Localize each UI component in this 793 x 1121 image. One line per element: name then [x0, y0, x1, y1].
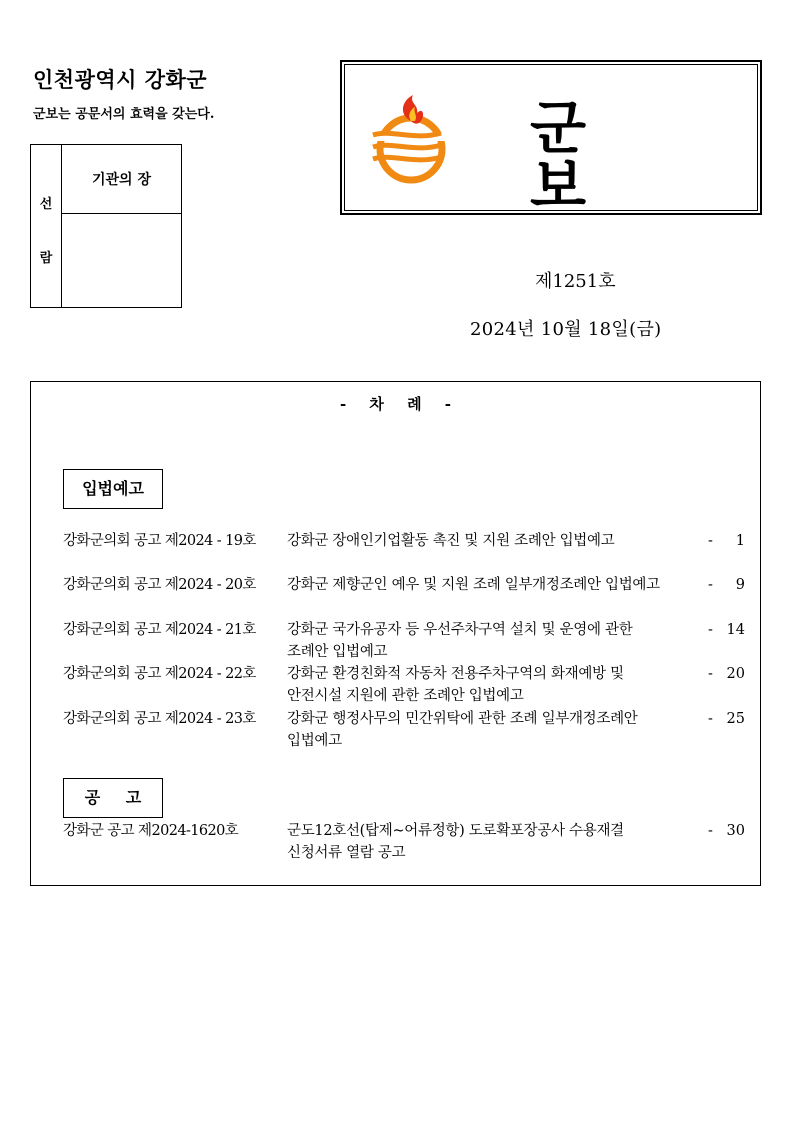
section-label-legislative-notice: 입법예고: [63, 469, 163, 509]
review-head-label: 기관의 장: [62, 145, 181, 214]
masthead: [340, 60, 762, 220]
toc-entry-dash: -: [708, 666, 713, 682]
toc-entry-page: 9: [735, 577, 745, 593]
legal-effect-note: 군보는 공문서의 효력을 갖는다.: [33, 107, 215, 122]
bulletin-title: 군 보: [530, 94, 677, 220]
toc-entry-dash: -: [708, 577, 713, 593]
toc-entry-page: 20: [726, 666, 745, 682]
toc-entry-title-line: 강화군 환경친화적 자동차 전용주차구역의 화재예방 및: [287, 666, 624, 682]
review-box: [30, 144, 182, 308]
toc-entry-dash: -: [708, 533, 713, 549]
toc-entry-page: 25: [726, 711, 745, 727]
toc-entry-notice: 강화군의회 공고 제2024 - 23호: [63, 711, 256, 727]
toc-entry-title-line: 강화군 국가유공자 등 우선주차구역 설치 및 운영에 관한: [287, 622, 633, 638]
toc-entry-notice: 강화군의회 공고 제2024 - 21호: [63, 622, 256, 638]
toc-entry-title-line: 조례안 입법예고: [287, 644, 388, 660]
toc-entry-page: 1: [735, 533, 745, 549]
toc-heading: - 차 례 -: [339, 395, 452, 413]
toc-entry-title: [287, 619, 697, 663]
toc-entry-title-line: 강화군 제향군인 예우 및 지원 조례 일부개정조례안 입법예고: [287, 577, 660, 593]
toc-entry-dash: -: [708, 622, 713, 638]
toc-entry-dash: -: [708, 823, 713, 839]
toc-entry-page: 30: [726, 823, 745, 839]
toc-entry-notice: 강화군의회 공고 제2024 - 22호: [63, 666, 256, 682]
section-label-public-notice: 공 고: [63, 778, 163, 818]
toc-entry-title: [287, 820, 697, 864]
toc-entry-title-line: 입법예고: [287, 733, 342, 749]
toc-entry-title: [287, 663, 697, 707]
toc-entry-dash: -: [708, 711, 713, 727]
toc-entry-notice: 강화군의회 공고 제2024 - 20호: [63, 577, 256, 593]
county-emblem-icon: [371, 93, 457, 185]
toc-entry-title: [287, 708, 697, 752]
table-of-contents: [30, 381, 761, 886]
toc-entry-notice: 강화군 공고 제2024-1620호: [63, 823, 239, 839]
toc-entry-title-line: 군도12호선(탑제~어류정항) 도로확포장공사 수용재결: [287, 823, 624, 839]
toc-entry-notice: 강화군의회 공고 제2024 - 19호: [63, 533, 256, 549]
review-side-bottom: 람: [39, 251, 53, 266]
toc-entry-title-line: 신청서류 열람 공고: [287, 845, 406, 861]
toc-entry-title-line: 강화군 행정사무의 민간위탁에 관한 조례 일부개정조례안: [287, 711, 638, 727]
toc-entry-title: [287, 530, 697, 552]
toc-entry-title: [287, 574, 697, 596]
organization-name: 인천광역시 강화군: [33, 68, 208, 92]
toc-entry-page: 14: [726, 622, 745, 638]
issue-number: 제1251호: [535, 271, 616, 292]
toc-entry-title-line: 안전시설 지원에 관한 조례안 입법예고: [287, 688, 524, 704]
issue-date: 2024년 10월 18일(금): [470, 319, 662, 340]
review-side-label: [31, 145, 62, 307]
review-side-top: 선: [39, 197, 53, 212]
toc-entry-title-line: 강화군 장애인기업활동 촉진 및 지원 조례안 입법예고: [287, 533, 615, 549]
